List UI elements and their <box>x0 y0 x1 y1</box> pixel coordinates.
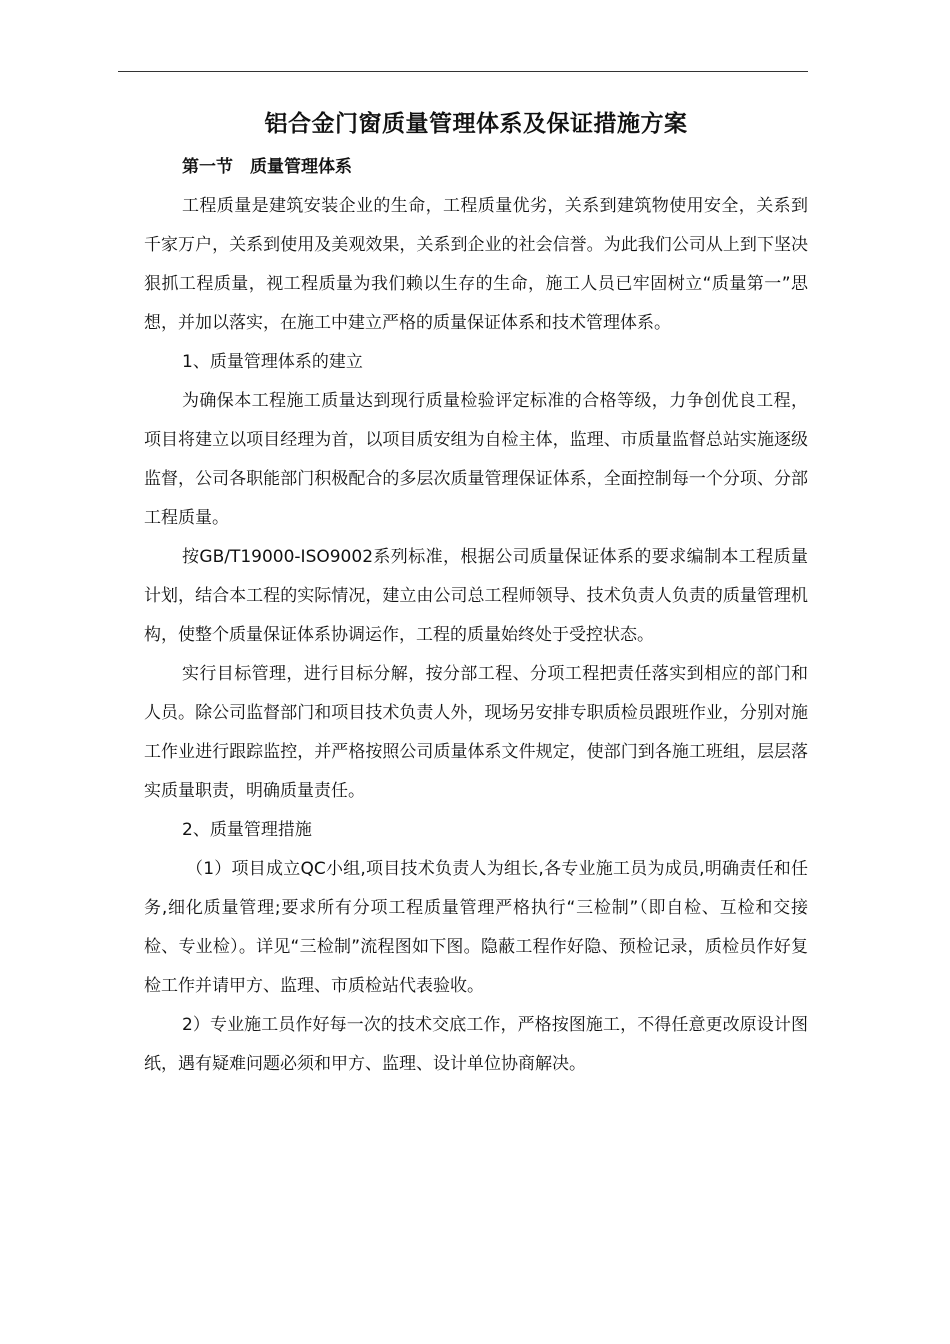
document-body <box>144 104 808 1084</box>
subheading-2: 2、质量管理措施 <box>182 820 312 840</box>
measure-item-2: 2）专业施工员作好每一次的技术交底工作，严格按图施工，不得任意更改原设计图纸，遇有疑难问题必须和甲方、监理、设计单位协商解决。 <box>144 1015 808 1074</box>
paragraph-1: 为确保本工程施工质量达到现行质量检验评定标准的合格等级，力争创优良工程，项目将建立以项目经理为首，以项目质安组为自检主体，监理、市质量监督总站实施逐级监督，公司各职能部门积极配合的多层次质量管理保证体系，全面控制每一个分项、分部工程质量。 <box>144 391 808 528</box>
document-title: 铝合金门窗质量管理体系及保证措施方案 <box>264 111 688 137</box>
header-rule <box>118 71 808 72</box>
section-heading: 第一节 质量管理体系 <box>182 157 352 177</box>
measure-item-1: （1）项目成立QC小组,项目技术负责人为组长,各专业施工员为成员,明确责任和任务,细化质量管理;要求所有分项工程质量管理严格执行“三检制”（即自检、互检和交接检、专业检）。详见“三检制”流程图如下图。隐蔽工程作好隐、预检记录，质检员作好复检工作并请甲方、监理、市质检站代表验收。 <box>144 859 808 996</box>
paragraph-2: 按GB/T19000-ISO9002系列标准，根据公司质量保证体系的要求编制本工程质量计划，结合本工程的实际情况，建立由公司总工程师领导、技术负责人负责的质量管理机构，使整个质量保证体系协调运作，工程的质量始终处于受控状态。 <box>144 547 808 645</box>
subheading-1: 1、质量管理体系的建立 <box>182 352 363 372</box>
paragraph-3: 实行目标管理，进行目标分解，按分部工程、分项工程把责任落实到相应的部门和人员。除公司监督部门和项目技术负责人外，现场另安排专职质检员跟班作业，分别对施工作业进行跟踪监控，并严格按照公司质量体系文件规定，使部门到各施工班组，层层落实质量职责，明确质量责任。 <box>144 664 808 801</box>
intro-paragraph: 工程质量是建筑安装企业的生命，工程质量优劣，关系到建筑物使用安全，关系到千家万户，关系到使用及美观效果，关系到企业的社会信誉。为此我们公司从上到下坚决狠抓工程质量，视工程质量为我们赖以生存的生命，施工人员已牢固树立“质量第一”思想，并加以落实，在施工中建立严格的质量保证体系和技术管理体系。 <box>144 196 808 333</box>
